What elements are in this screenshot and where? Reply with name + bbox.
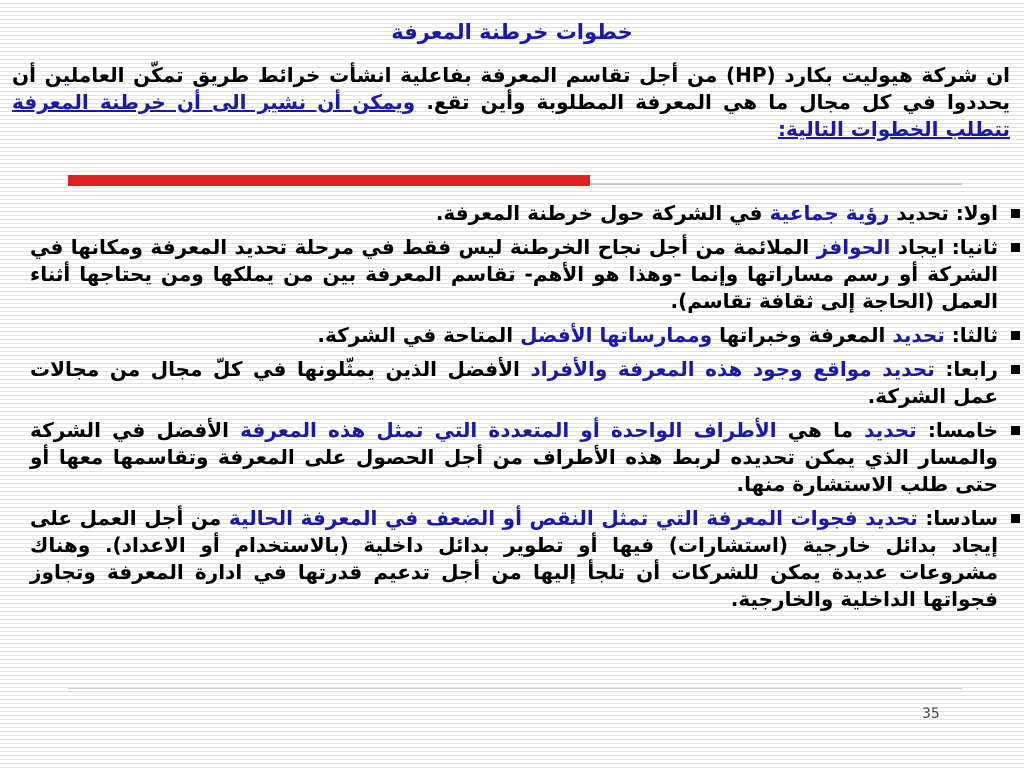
- step-text: المعرفة وخبراتها: [712, 323, 893, 347]
- square-bullet-icon: [1011, 514, 1020, 523]
- step-label: سادسا:: [917, 506, 998, 530]
- step-item-1: [30, 200, 1020, 227]
- step-item-4: [30, 356, 1020, 410]
- step-highlight: الحوافز: [816, 235, 891, 259]
- step-label: رابعا:: [934, 357, 998, 381]
- footer-divider-line: [68, 688, 962, 689]
- square-bullet-icon: [1011, 243, 1020, 252]
- step-highlight: تحديد: [892, 323, 945, 347]
- step-highlight-2: وممارساتها الأفضل: [520, 323, 713, 347]
- step-label: خامسا:: [916, 418, 998, 442]
- square-bullet-icon: [1011, 365, 1020, 374]
- page-number: 35: [922, 706, 940, 722]
- step-text-2: الأفضل في الشركة والمسار الذي يمكن تحديده لربط هذه الأطراف من أجل الحصول على المعرفة وتقاسمها معها أو حتى طلب الاستشارة منها.: [30, 418, 998, 496]
- steps-list: [30, 200, 1020, 620]
- step-text: الأفضل الذين يمثّلونها في كلّ مجال من مجالات عمل الشركة.: [30, 357, 998, 408]
- thin-divider-line: [590, 183, 962, 185]
- step-item-6: [30, 505, 1020, 613]
- step-text: ما هي: [776, 418, 865, 442]
- square-bullet-icon: [1011, 331, 1020, 340]
- step-item-2: [30, 234, 1020, 315]
- step-highlight: تحديد مواقع وجود هذه المعرفة والأفراد: [530, 357, 935, 381]
- square-bullet-icon: [1011, 426, 1020, 435]
- step-label: ثانيا: ايجاد: [890, 235, 998, 259]
- intro-hp: (HP): [726, 63, 776, 87]
- red-divider-bar: [68, 175, 590, 186]
- intro-text-1: ان شركة هيوليت بكارد: [775, 63, 1010, 87]
- square-bullet-icon: [1011, 209, 1020, 218]
- step-highlight: تحديد فجوات المعرفة التي تمثل النقص أو الضعف في المعرفة الحالية: [228, 506, 918, 530]
- step-highlight: رؤية جماعية: [769, 201, 890, 225]
- step-label: اولا: تحديد: [889, 201, 998, 225]
- intro-text-2: من أجل تقاسم المعرفة بفاعلية انشأت خرائط طريق تمكّن العاملين أن يحددوا في كل مجال ما هي المعرفة المطلوبة وأين تقع.: [12, 63, 1010, 114]
- intro-paragraph: [12, 62, 1010, 143]
- step-highlight: تحديد: [864, 418, 917, 442]
- step-label: ثالثا:: [944, 323, 998, 347]
- step-text: في الشركة حول خرطنة المعرفة.: [435, 201, 770, 225]
- step-item-3: [30, 322, 1020, 349]
- step-highlight-2: الأطراف الواحدة أو المتعددة التي تمثل هذه المعرفة: [240, 418, 777, 442]
- intro-link-text: ويمكن أن نشير الى أن خرطنة المعرفة تتطلب الخطوات التالية:: [12, 90, 1010, 141]
- step-item-5: [30, 417, 1020, 498]
- step-text: من أجل العمل على إيجاد بدائل خارجية (استشارات) فيها أو تطوير بدائل داخلية (بالاستخدام أو الاعداد). وهناك مشروعات عديدة يمكن للشركات أن تلجأ إليها من أجل تدعيم قدرتها في ادارة المعرفة وتجاوز فجواتها الداخلية والخارجية.: [30, 506, 998, 611]
- slide-title: خطوات خرطنة المعرفة: [391, 20, 633, 44]
- step-text-2: المتاحة في الشركة.: [317, 323, 521, 347]
- step-text: الملائمة من أجل نجاح الخرطنة ليس فقط في مرحلة تحديد المعرفة ومكانها في الشركة أو رسم مساراتها وإنما -وهذا هو الأهم- تقاسم المعرفة بين من يملكها ومن يحتاجها أثناء العمل (الحاجة إلى ثقافة تقاسم).: [30, 235, 998, 313]
